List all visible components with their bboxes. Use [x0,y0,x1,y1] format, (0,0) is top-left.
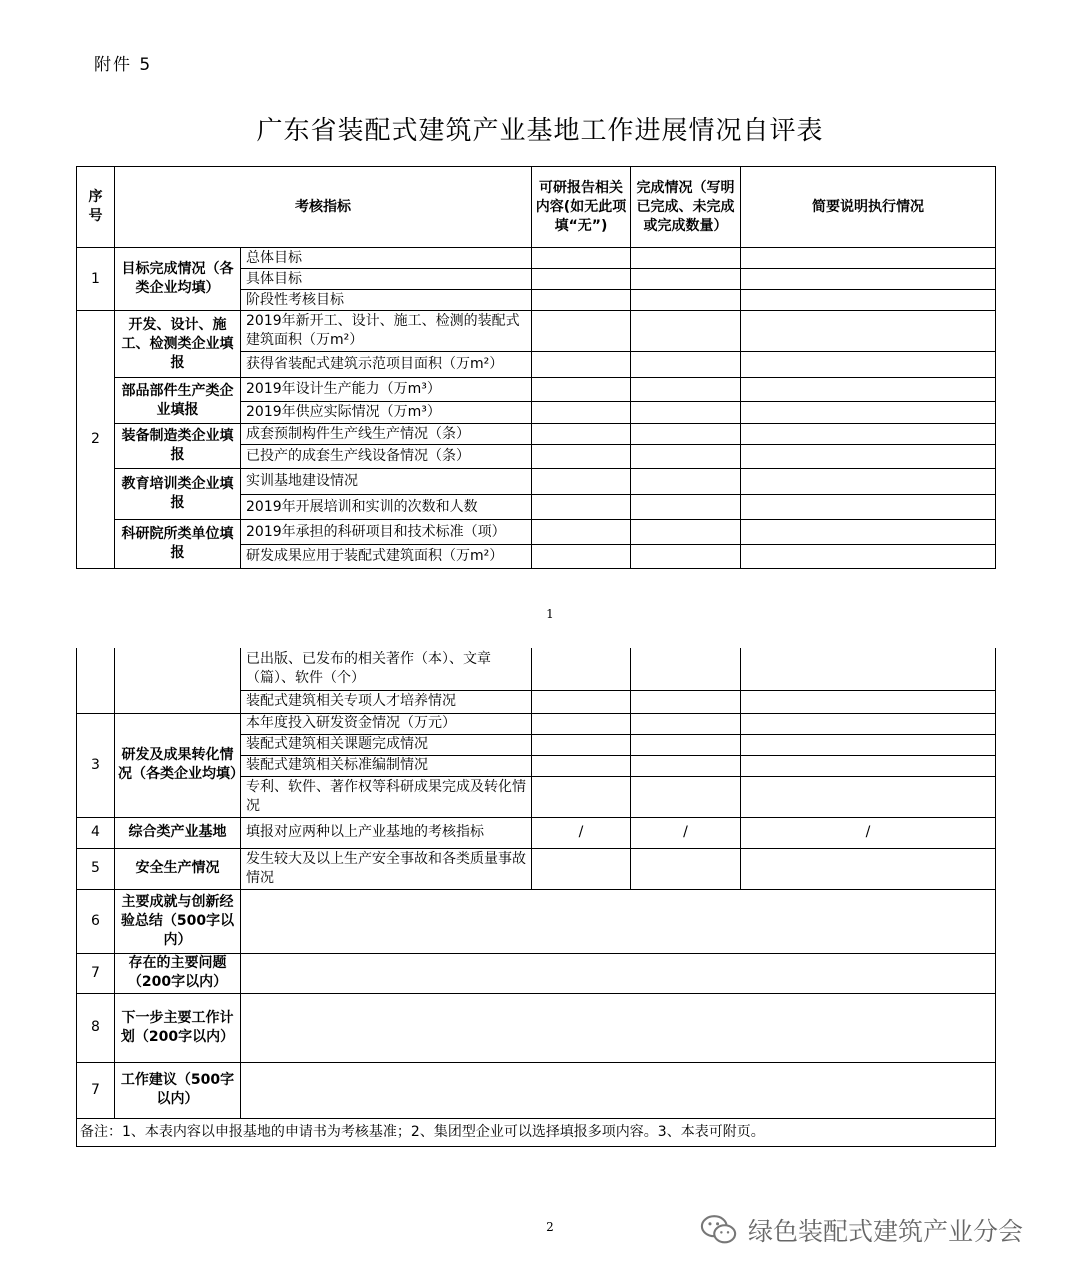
table-row [77,520,996,545]
indicator-cell: 装配式建筑相关标准编制情况 [241,755,532,776]
indicator-cell: 总体目标 [241,248,532,269]
row-category: 目标完成情况（各类企业均填） [115,248,241,311]
completion-cell[interactable] [631,469,741,495]
indicator-cell: 发生较大及以上生产安全事故和各类质量事故情况 [241,848,532,889]
completion-cell[interactable] [631,311,741,352]
execution-cell[interactable] [741,545,996,569]
execution-cell[interactable] [741,495,996,520]
indicator-cell: 获得省装配式建筑示范项目面积（万m²） [241,352,532,378]
completion-cell[interactable] [631,424,741,445]
execution-cell[interactable] [741,755,996,776]
row-seq: 6 [77,889,115,953]
completion-cell[interactable] [631,690,741,713]
report-cell[interactable] [532,648,631,690]
completion-cell[interactable] [631,495,741,520]
report-cell[interactable] [532,545,631,569]
completion-cell[interactable] [631,776,741,817]
completion-cell[interactable] [631,734,741,755]
page-number: 1 [546,607,554,621]
header-execution: 简要说明执行情况 [741,167,996,248]
execution-cell[interactable] [741,734,996,755]
execution-cell[interactable] [741,378,996,402]
indicator-cell: 已出版、已发布的相关著作（本）、文章（篇）、软件（个） [241,648,532,690]
table-note: 备注：1、本表内容以申报基地的申请书为考核基准；2、集团型企业可以选择填报多项内容。3、本表可附页。 [77,1118,996,1146]
indicator-cell: 专利、软件、著作权等科研成果完成及转化情况 [241,776,532,817]
completion-cell[interactable] [631,520,741,545]
row-category: 装备制造类企业填报 [115,424,241,469]
indicator-cell: 实训基地建设情况 [241,469,532,495]
row-category: 工作建议（500字以内） [115,1062,241,1118]
row-category: 主要成就与创新经验总结（500字以内） [115,889,241,953]
report-cell-na: / [532,817,631,848]
completion-cell[interactable] [631,290,741,311]
table-row [77,648,996,690]
report-cell[interactable] [532,378,631,402]
execution-cell[interactable] [741,648,996,690]
indicator-cell: 阶段性考核目标 [241,290,532,311]
report-cell[interactable] [532,311,631,352]
table-row [77,311,996,352]
execution-cell[interactable] [741,776,996,817]
header-seq: 序 号 [77,167,115,248]
execution-cell[interactable] [741,424,996,445]
execution-cell[interactable] [741,248,996,269]
completion-cell[interactable] [631,713,741,734]
report-cell[interactable] [532,713,631,734]
table-row [77,424,996,445]
execution-cell[interactable] [741,690,996,713]
indicator-cell: 具体目标 [241,269,532,290]
row-category: 综合类产业基地 [115,817,241,848]
page-number: 2 [546,1220,554,1234]
completion-cell[interactable] [631,648,741,690]
indicator-cell: 本年度投入研发资金情况（万元） [241,713,532,734]
completion-cell-na: / [631,817,741,848]
report-cell[interactable] [532,469,631,495]
report-cell[interactable] [532,755,631,776]
row-seq: 7 [77,953,115,993]
answer-cell[interactable] [241,993,996,1062]
row-category: 部品部件生产类企业填报 [115,378,241,424]
report-cell[interactable] [532,495,631,520]
row-category: 存在的主要问题（200字以内） [115,953,241,993]
table-header-row [77,167,996,248]
table-row [77,378,996,402]
report-cell[interactable] [532,290,631,311]
row-category: 科研院所类单位填报 [115,520,241,569]
report-cell[interactable] [532,352,631,378]
evaluation-table-page-2 [76,648,996,1147]
note-row [77,1118,996,1146]
report-cell[interactable] [532,520,631,545]
table-row [77,713,996,734]
table-row [77,469,996,495]
completion-cell[interactable] [631,402,741,424]
row-category: 开发、设计、施工、检测类企业填报 [115,311,241,378]
execution-cell[interactable] [741,469,996,495]
indicator-cell: 装配式建筑相关课题完成情况 [241,734,532,755]
completion-cell[interactable] [631,248,741,269]
report-cell[interactable] [532,269,631,290]
indicator-cell: 已投产的成套生产线设备情况（条） [241,445,532,469]
indicator-cell: 2019年新开工、设计、施工、检测的装配式建筑面积（万m²） [241,311,532,352]
row-category-continued [115,648,241,713]
row-seq-continued [77,648,115,713]
wechat-logo-icon [700,1213,738,1247]
watermark-text: 绿色装配式建筑产业分会 [748,1217,1024,1246]
row-seq: 8 [77,993,115,1062]
table-row [77,1062,996,1118]
execution-cell[interactable] [741,520,996,545]
answer-cell[interactable] [241,1062,996,1118]
row-seq: 2 [77,311,115,569]
execution-cell[interactable] [741,269,996,290]
page-title: 广东省装配式建筑产业基地工作进展情况自评表 [256,116,824,146]
header-completion: 完成情况（写明已完成、未完成或完成数量） [631,167,741,248]
indicator-cell: 2019年开展培训和实训的次数和人数 [241,495,532,520]
row-seq: 5 [77,848,115,889]
report-cell[interactable] [532,734,631,755]
header-report-content: 可研报告相关内容(如无此项填“无”) [532,167,631,248]
row-category: 安全生产情况 [115,848,241,889]
completion-cell[interactable] [631,545,741,569]
completion-cell[interactable] [631,352,741,378]
report-cell[interactable] [532,402,631,424]
row-seq: 1 [77,248,115,311]
attachment-label: 附件 5 [94,55,153,75]
completion-cell[interactable] [631,378,741,402]
table-row [77,817,996,848]
completion-cell[interactable] [631,445,741,469]
table-row [77,848,996,889]
report-cell[interactable] [532,848,631,889]
row-seq: 7 [77,1062,115,1118]
table-row [77,889,996,953]
row-category: 研发及成果转化情况（各类企业均填） [115,713,241,817]
execution-cell-na: / [741,817,996,848]
execution-cell[interactable] [741,445,996,469]
execution-cell[interactable] [741,848,996,889]
answer-cell[interactable] [241,889,996,953]
report-cell[interactable] [532,424,631,445]
row-category: 教育培训类企业填报 [115,469,241,520]
row-category: 下一步主要工作计划（200字以内） [115,993,241,1062]
watermark [700,1212,1023,1248]
indicator-cell: 2019年供应实际情况（万m³） [241,402,532,424]
report-cell[interactable] [532,248,631,269]
completion-cell[interactable] [631,848,741,889]
answer-cell[interactable] [241,953,996,993]
execution-cell[interactable] [741,352,996,378]
indicator-cell: 成套预制构件生产线生产情况（条） [241,424,532,445]
report-cell[interactable] [532,776,631,817]
indicator-cell: 2019年设计生产能力（万m³） [241,378,532,402]
row-seq: 3 [77,713,115,817]
table-row [77,953,996,993]
completion-cell[interactable] [631,755,741,776]
table-row [77,993,996,1062]
header-indicator: 考核指标 [115,167,532,248]
execution-cell[interactable] [741,311,996,352]
evaluation-table-page-1 [76,166,996,569]
completion-cell[interactable] [631,269,741,290]
report-cell[interactable] [532,445,631,469]
execution-cell[interactable] [741,290,996,311]
execution-cell[interactable] [741,402,996,424]
indicator-cell: 填报对应两种以上产业基地的考核指标 [241,817,532,848]
table-row [77,248,996,269]
report-cell[interactable] [532,690,631,713]
indicator-cell: 研发成果应用于装配式建筑面积（万m²） [241,545,532,569]
indicator-cell: 2019年承担的科研项目和技术标准（项） [241,520,532,545]
row-seq: 4 [77,817,115,848]
execution-cell[interactable] [741,713,996,734]
indicator-cell: 装配式建筑相关专项人才培养情况 [241,690,532,713]
